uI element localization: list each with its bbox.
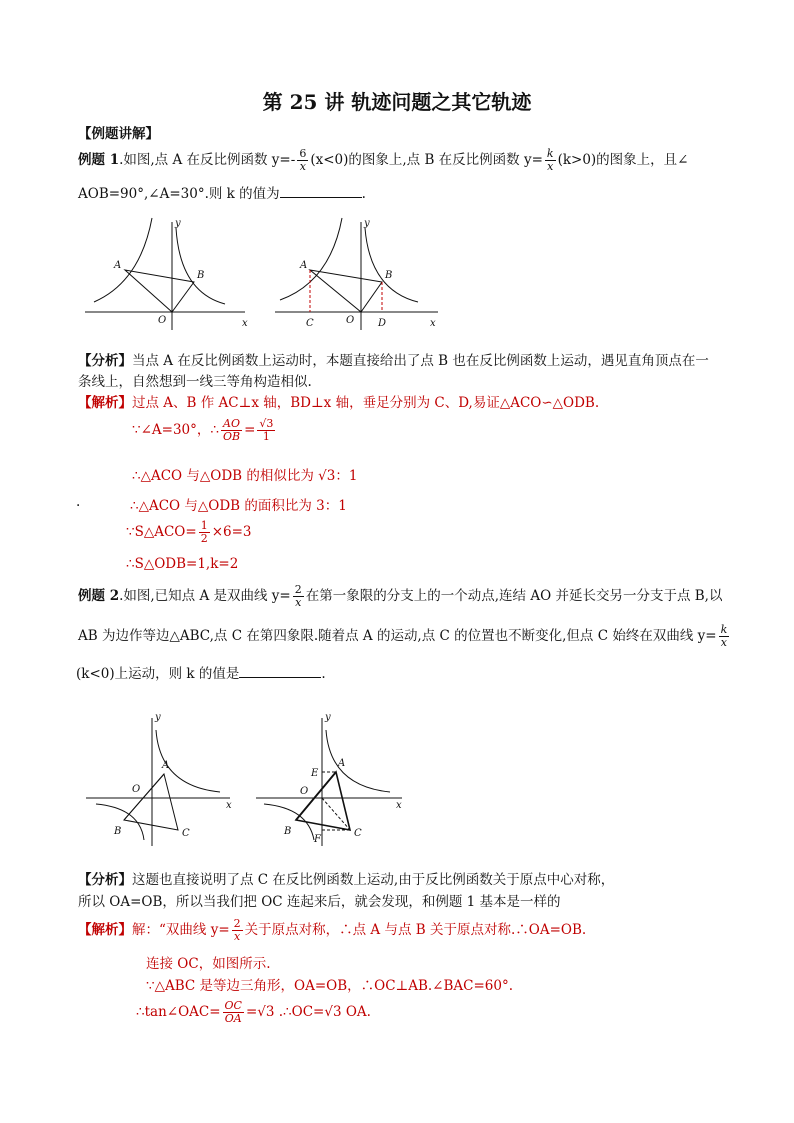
frac-num: √3 <box>259 417 274 430</box>
example1-text-c: (k>0)的图象上，且∠ <box>557 152 689 168</box>
fig3-label-O: O <box>132 784 141 795</box>
frac-den: 1 <box>262 430 270 443</box>
example2-line3 <box>76 662 326 682</box>
analysis1-line2: 条线上，自然想到一线三等角构造相似. <box>78 374 312 390</box>
solution2-line4 <box>136 1000 371 1025</box>
solution1-text1: 过点 A、B 作 AC⊥x 轴，BD⊥x 轴，垂足分别为 C、D,易证△ACO∽△ODB. <box>132 395 600 411</box>
stray-dot: . <box>76 494 81 510</box>
fig1-curve-left <box>94 218 152 302</box>
solution2-tan-text: ∴tan∠OAC= <box>136 1004 221 1020</box>
fig1-label-x: x <box>242 318 248 329</box>
example1-text-b: (x<0)的图象上,点 B 在反比例函数 y= <box>310 152 543 168</box>
solution1-step3: ∴△ACO 与△ODB 的面积比为 3：1 <box>130 498 347 514</box>
frac-den: x <box>547 160 554 173</box>
fig4-label-x: x <box>396 800 402 811</box>
solution1-step2: ∴△ACO 与△ODB 的相似比为 √3：1 <box>132 468 358 484</box>
step4-result: ×6=3 <box>211 524 252 540</box>
fig2-label-x: x <box>430 318 436 329</box>
solution1-step1 <box>132 418 277 443</box>
frac-num: AO <box>221 418 242 431</box>
solution2-tag: 【解析】 <box>78 922 132 938</box>
example2-period: . <box>321 666 326 682</box>
frac-num: k <box>720 623 728 636</box>
fig2-triangle <box>310 270 382 312</box>
example2-text-c: AB 为边作等边△ABC,点 C 在第四象限.随着点 A 的运动,点 C 的位置也不断变化,但点 C 始终在双曲线 y= <box>78 628 717 644</box>
fig2-label-B: B <box>385 270 393 281</box>
fig3-triangle <box>124 774 178 830</box>
example1-fraction-k-x <box>545 148 556 173</box>
fig3-label-x: x <box>226 800 232 811</box>
example2-label: 例题 2 <box>78 588 120 604</box>
fig4-label-y: y <box>325 712 331 723</box>
fig1-label-B: B <box>197 270 205 281</box>
fraction-sqrt3-1 <box>257 418 275 443</box>
solution2-result: =√3 .∴OC=√3 OA. <box>245 1004 371 1020</box>
frac-den: x <box>720 636 728 649</box>
fig4-label-A: A <box>338 758 346 769</box>
analysis2-line2: 所以 OA=OB，所以当我们把 OC 连起来后，就会发现，和例题 1 基本是一样的 <box>78 894 561 910</box>
step4-text: ∵S△ACO= <box>126 524 197 540</box>
example2-fraction-2-x <box>293 584 304 609</box>
frac-den: x <box>299 160 306 173</box>
fig2-label-A: A <box>300 260 308 271</box>
frac-num: 2 <box>233 917 241 930</box>
step1-text: ∵∠A=30°，∴ <box>132 422 219 438</box>
frac-den: OA <box>224 1012 242 1025</box>
example1-text-d: AOB=90°,∠A=30°.则 k 的值为 <box>78 186 280 202</box>
example1-fraction-6-x <box>297 148 308 173</box>
frac-den: 2 <box>200 532 208 545</box>
frac-num: 1 <box>200 519 208 532</box>
analysis1-line1 <box>78 349 709 369</box>
section-header: 【例题讲解】 <box>78 126 159 142</box>
example2-text-a: .如图,已知点 A 是双曲线 y= <box>119 588 291 604</box>
equals: = <box>244 422 256 438</box>
fig4-curve-q1 <box>326 730 390 792</box>
fig1-label-O: O <box>158 315 167 326</box>
solution2-fraction-2-x <box>232 918 243 943</box>
fraction-1-2 <box>199 520 210 545</box>
fig2-label-O: O <box>346 315 355 326</box>
fig2-label-D: D <box>378 318 387 329</box>
frac-num: 2 <box>294 583 302 596</box>
solution1-tag: 【解析】 <box>78 395 132 411</box>
solution1-step4 <box>126 520 252 545</box>
solution1-line1 <box>78 391 599 411</box>
answer-blank-2 <box>239 676 321 678</box>
fraction-OC-OA <box>223 1000 244 1025</box>
frac-num: k <box>546 147 554 160</box>
analysis2-text1: 这题也直接说明了点 C 在反比例函数上运动,由于反比例函数关于原点中心对称， <box>132 872 615 888</box>
fig2-curve-right <box>365 228 418 302</box>
example1-line2 <box>78 182 366 202</box>
example2-text-b: 在第一象限的分支上的一个动点,连结 AO 并延长交另一分支于点 B,以 <box>305 588 723 604</box>
fraction-AO-OB <box>221 418 242 443</box>
frac-den: x <box>295 596 302 609</box>
analysis1-tag: 【分析】 <box>78 353 132 369</box>
frac-den: OB <box>222 430 241 443</box>
example2-figures <box>82 710 412 850</box>
analysis2-line1 <box>78 868 614 888</box>
example1-period: . <box>361 186 366 202</box>
analysis1-text1: 当点 A 在反比例函数上运动时，本题直接给出了点 B 也在反比例函数上运动，遇见直角顶点在一 <box>132 353 709 369</box>
example2-line2 <box>78 624 731 649</box>
fig1-label-A: A <box>114 260 122 271</box>
fig3-label-A: A <box>162 760 170 771</box>
example2-line1 <box>78 584 722 609</box>
solution2-line1 <box>78 918 586 943</box>
fig3-label-B: B <box>114 826 122 837</box>
solution2-line2: 连接 OC，如图所示. <box>146 956 271 972</box>
solution2-text-a: 解：“双曲线 y= <box>132 922 230 938</box>
fig3-label-C: C <box>182 828 190 839</box>
frac-num: OC <box>224 999 242 1012</box>
example1-text-a: .如图,点 A 在反比例函数 y=- <box>119 152 296 168</box>
solution2-text-b: 关于原点对称，∴点 A 与点 B 关于原点对称.∴OA=OB. <box>244 922 587 938</box>
fig2-label-C: C <box>306 318 314 329</box>
fig2-label-y: y <box>364 218 370 229</box>
page-title: 第 25 讲 轨迹问题之其它轨迹 <box>262 90 532 114</box>
fig1-curve-right <box>176 228 225 304</box>
example1-line1 <box>78 148 689 173</box>
fig1-label-y: y <box>175 218 181 229</box>
frac-den: x <box>234 930 241 943</box>
fig3-label-y: y <box>155 712 161 723</box>
fig4-label-E: E <box>311 768 319 779</box>
solution2-line3: ∵△ABC 是等边三角形，OA=OB，∴OC⊥AB.∠BAC=60°. <box>146 978 514 994</box>
example1-figures <box>80 212 450 334</box>
fig4-label-C: C <box>354 828 362 839</box>
answer-blank <box>280 196 362 198</box>
fig4-label-O: O <box>300 786 309 797</box>
fig1-triangle <box>125 270 194 312</box>
frac-num: 6 <box>299 147 307 160</box>
example2-text-d: (k<0)上运动，则 k 的值是 <box>76 666 240 682</box>
fig4-label-B: B <box>284 826 292 837</box>
analysis2-tag: 【分析】 <box>78 872 132 888</box>
solution1-step5: ∴S△ODB=1,k=2 <box>126 556 239 572</box>
fig2-curve-left <box>280 218 342 300</box>
fig4-label-F: F <box>314 834 321 845</box>
example2-fraction-k-x <box>719 624 730 649</box>
example1-label: 例题 1 <box>78 152 120 168</box>
